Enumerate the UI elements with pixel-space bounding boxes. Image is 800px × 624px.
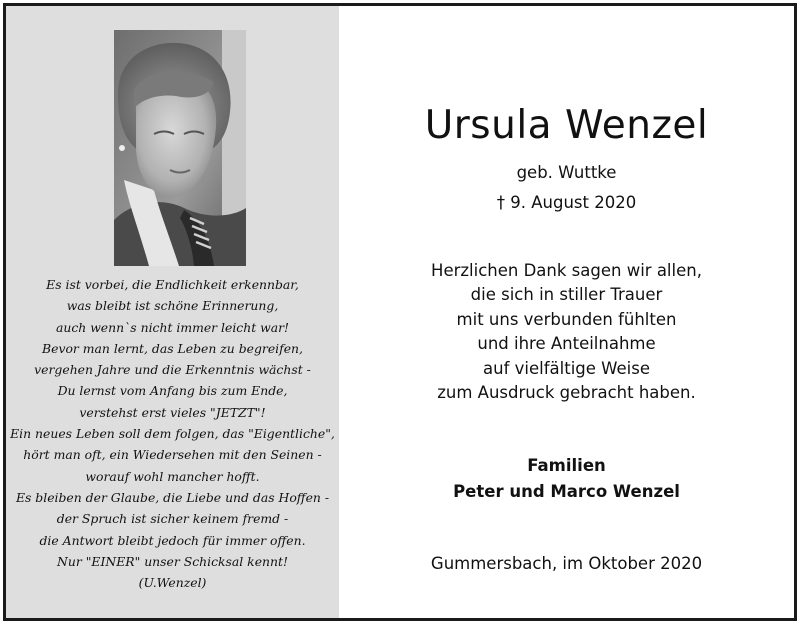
poem-line: Ein neues Leben soll dem folgen, das "Eigentliche",	[10, 426, 335, 442]
family-line: Familien	[527, 456, 606, 475]
portrait-photo	[114, 30, 246, 266]
poem-line: Es bleiben der Glaube, die Liebe und das Hoffen -	[15, 489, 330, 505]
thanks-message	[339, 259, 794, 405]
death-date: † 9. August 2020	[496, 193, 637, 212]
poem-line: die Antwort bleibt jedoch für immer offen.	[39, 532, 306, 548]
thanks-line: mit uns verbunden fühlten	[456, 309, 677, 329]
thanks-line: auf vielfältige Weise	[483, 358, 650, 378]
poem-line: auch wenn`s nicht immer leicht war!	[55, 319, 290, 335]
poem-line: Du lernst vom Anfang bis zum Ende,	[57, 383, 288, 399]
notice-frame	[3, 3, 797, 621]
poem-line: der Spruch ist sicher keinem fremd -	[56, 511, 289, 527]
family-line: Peter und Marco Wenzel	[453, 482, 680, 501]
maiden-name: geb. Wuttke	[516, 163, 617, 182]
poem-line: Es ist vorbei, die Endlichkeit erkennbar,	[46, 277, 299, 292]
poem-line: worauf wohl mancher hofft.	[85, 468, 260, 484]
thanks-line: und ihre Anteilnahme	[477, 334, 656, 354]
poem-line: hört man oft, ein Wiedersehen mit den Seinen -	[23, 447, 322, 463]
thanks-line: die sich in stiller Trauer	[470, 285, 663, 305]
poem-line: vergehen Jahre und die Erkenntnis wächst -	[34, 362, 311, 378]
thanks-line: zum Ausdruck gebracht haben.	[437, 383, 696, 403]
deceased-name: Ursula Wenzel	[424, 103, 709, 148]
poem-line: Nur "EINER" unser Schicksal kennt!	[57, 553, 288, 569]
poem-author: (U.Wenzel)	[138, 575, 207, 591]
place-date: Gummersbach, im Oktober 2020	[430, 554, 703, 573]
poem-line: verstehst erst vieles "JETZT"!	[79, 404, 266, 420]
thanks-line: Herzlichen Dank sagen wir allen,	[431, 261, 702, 280]
left-panel	[6, 6, 339, 618]
family-signature	[339, 453, 794, 505]
poem-line: was bleibt ist schöne Erinnerung,	[66, 298, 279, 314]
right-panel	[339, 6, 794, 618]
poem-line: Bevor man lernt, das Leben zu begreifen,	[42, 340, 303, 356]
poem	[6, 274, 339, 593]
